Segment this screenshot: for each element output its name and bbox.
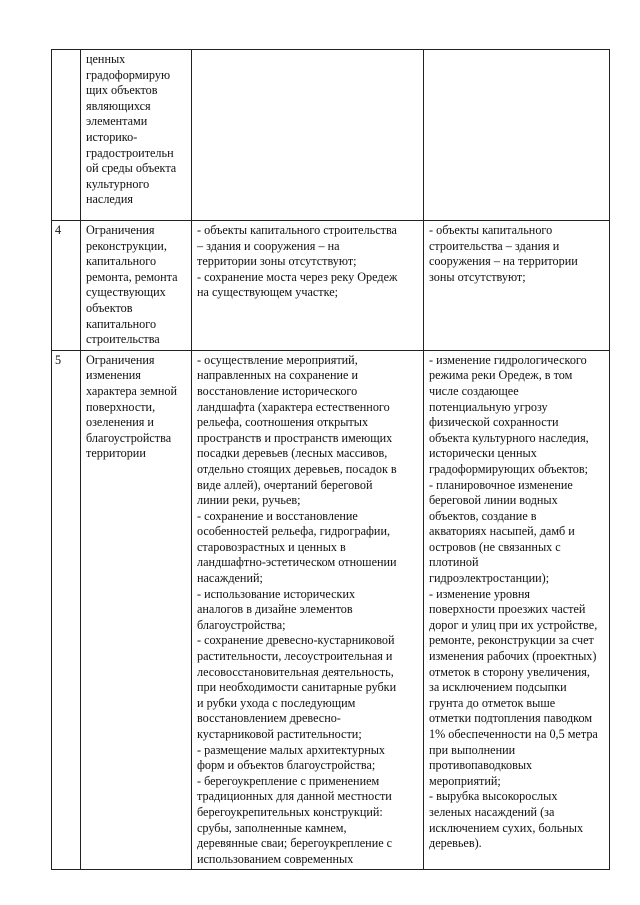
text-line: объекта культурного наследия, xyxy=(429,430,589,445)
text-line: сооружения – на территории xyxy=(429,254,578,269)
requirements-cell xyxy=(192,50,424,221)
text-line: берегоукрепительных конструкций: xyxy=(197,804,383,819)
text-line: деревьев). xyxy=(429,836,482,851)
text-line: благоустройства; xyxy=(197,617,286,632)
text-line: деревянные сваи; берегоукрепление с xyxy=(197,836,393,851)
text-line: потенциальную угрозу xyxy=(429,399,548,414)
text-line: - размещение малых архитектурных xyxy=(197,742,385,757)
text-line: щих объектов xyxy=(86,83,158,98)
text-line: - сохранение древесно-кустарниковой xyxy=(197,633,395,648)
text-line: гидроэлектростанции); xyxy=(429,571,550,586)
text-line: старовозрастных и ценных в xyxy=(197,539,346,554)
text-line: кустарниковой растительности; xyxy=(197,727,362,741)
text-line: островов (не связанных с xyxy=(429,539,561,554)
text-line: ой среды объекта xyxy=(86,161,177,176)
text-line: Ограничения xyxy=(86,352,155,367)
text-line: срубы, заполненные камнем, xyxy=(197,820,347,835)
text-line: акваториях насыпей, дамб и xyxy=(429,524,575,539)
text-line: историко- xyxy=(86,129,138,144)
table-row xyxy=(52,50,610,221)
table-row xyxy=(52,350,610,870)
text-line: - сохранение моста через реку Оредеж xyxy=(197,269,398,284)
text-line: использованием современных xyxy=(197,851,354,866)
text-line: пространств и пространств имеющих xyxy=(197,430,393,445)
text-line: особенностей рельефа, гидрографии, xyxy=(197,524,391,539)
text-line: градоформирую xyxy=(86,67,171,82)
text-line: - объекты капитального xyxy=(429,223,553,237)
row-number-cell: 5 xyxy=(52,350,81,870)
text-line: элементами xyxy=(86,114,148,129)
text-line: противопаводковых xyxy=(429,758,533,773)
row-number-cell: 4 xyxy=(52,221,81,351)
text-line: восстановлением древесно- xyxy=(197,711,341,726)
text-line: реконструкции, xyxy=(86,238,167,253)
text-line: растительности, лесоустроительная и xyxy=(197,649,393,664)
text-line: строительства – здания и xyxy=(429,238,560,253)
text-line: поверхности проезжих частей xyxy=(429,602,586,617)
text-line: Ограничения xyxy=(86,223,155,237)
text-line: капитального xyxy=(86,254,157,269)
text-line: ландшафта (характера естественного xyxy=(197,399,390,414)
text-line: ландшафтно-эстетическом отношении xyxy=(197,555,397,570)
restriction-name-cell xyxy=(81,221,192,351)
text-line: аналогов в дизайне элементов xyxy=(197,602,353,617)
text-line: изменения рабочих (проектных) xyxy=(429,649,597,664)
text-line: ремонта, ремонта xyxy=(86,269,178,284)
text-line: при выполнении xyxy=(429,742,516,757)
text-line: благоустройства xyxy=(86,430,172,445)
requirements-cell xyxy=(192,221,424,351)
text-line: физической сохранности xyxy=(429,415,559,430)
text-line: на существующем участке; xyxy=(197,285,339,300)
text-line: и рубки ухода с последующим xyxy=(197,695,356,710)
text-line: объектов, создание в xyxy=(429,508,537,523)
restrictions-table xyxy=(51,49,610,870)
text-line: ценных xyxy=(86,52,126,66)
text-line: отметок в сторону увеличения, xyxy=(429,664,590,679)
text-line: - берегоукрепление с применением xyxy=(197,773,380,788)
text-line: числе создающее xyxy=(429,383,519,398)
text-line: зоны отсутствуют; xyxy=(429,269,526,284)
text-line: линии реки, ручьев; xyxy=(197,493,301,508)
text-line: мероприятий; xyxy=(429,773,501,788)
text-line: за исключением подсыпки xyxy=(429,680,567,695)
text-line: территории зоны отсутствуют; xyxy=(197,254,357,269)
text-line: береговой линии водных xyxy=(429,493,558,508)
text-line: - использование исторических xyxy=(197,586,356,601)
text-line: капитального xyxy=(86,316,157,331)
text-line: отдельно стоящих деревьев, посадок в xyxy=(197,461,397,476)
text-line: - изменение гидрологического xyxy=(429,352,587,367)
text-line: форм и объектов благоустройства; xyxy=(197,758,376,773)
text-line: лесовосстановительная деятельность, xyxy=(197,664,394,679)
text-line: изменения xyxy=(86,368,141,383)
text-line: градоформирующих объектов; xyxy=(429,461,588,476)
prohibitions-cell xyxy=(424,350,610,870)
text-line: рельефа, соотношения открытых xyxy=(197,415,369,430)
text-line: исключением сухих, больных xyxy=(429,820,584,835)
text-line: озеленения и xyxy=(86,415,154,430)
text-line: восстановление исторического xyxy=(197,383,358,398)
prohibitions-cell xyxy=(424,50,610,221)
text-line: посадки деревьев (лесных массивов, xyxy=(197,446,388,461)
text-line: - осуществление мероприятий, xyxy=(197,352,358,367)
text-line: строительства xyxy=(86,332,160,347)
table-row xyxy=(52,221,610,351)
text-line: - изменение уровня xyxy=(429,586,530,601)
requirements-cell xyxy=(192,350,424,870)
text-line: объектов xyxy=(86,300,133,315)
text-line: грунта до отметок выше xyxy=(429,695,556,710)
text-line: зеленых насаждений (за xyxy=(429,804,555,819)
restriction-name-cell xyxy=(81,50,192,221)
text-line: существующих xyxy=(86,285,166,300)
text-line: - объекты капитального строительства xyxy=(197,223,397,237)
text-line: градостроительн xyxy=(86,145,174,160)
text-line: дорог и улиц при их устройстве, xyxy=(429,617,598,632)
text-line: наследия xyxy=(86,192,134,207)
text-line: ремонте, реконструкции за счет xyxy=(429,633,594,648)
text-line: 1% обеспеченности на 0,5 метра xyxy=(429,727,598,741)
text-line: направленных на сохранение и xyxy=(197,368,358,383)
text-line: территории xyxy=(86,446,146,461)
text-line: - планировочное изменение xyxy=(429,477,573,492)
text-line: - вырубка высокорослых xyxy=(429,789,558,804)
restriction-name-cell xyxy=(81,350,192,870)
text-line: являющихся xyxy=(86,98,151,113)
text-line: – здания и сооружения – на xyxy=(197,238,340,253)
text-line: при необходимости санитарные рубки xyxy=(197,680,397,695)
text-line: виде аллей), очертаний береговой xyxy=(197,477,373,492)
text-line: плотиной xyxy=(429,555,479,570)
text-line: традиционных для данной местности xyxy=(197,789,392,804)
text-line: отметки подтопления паводком xyxy=(429,711,593,726)
row-number-cell xyxy=(52,50,81,221)
text-line: характера земной xyxy=(86,383,177,398)
prohibitions-cell xyxy=(424,221,610,351)
text-line: исторически ценных xyxy=(429,446,537,461)
text-line: - сохранение и восстановление xyxy=(197,508,358,523)
text-line: поверхности, xyxy=(86,399,156,414)
text-line: режима реки Оредеж, в том xyxy=(429,368,573,383)
text-line: насаждений; xyxy=(197,571,263,586)
text-line: культурного xyxy=(86,176,150,191)
